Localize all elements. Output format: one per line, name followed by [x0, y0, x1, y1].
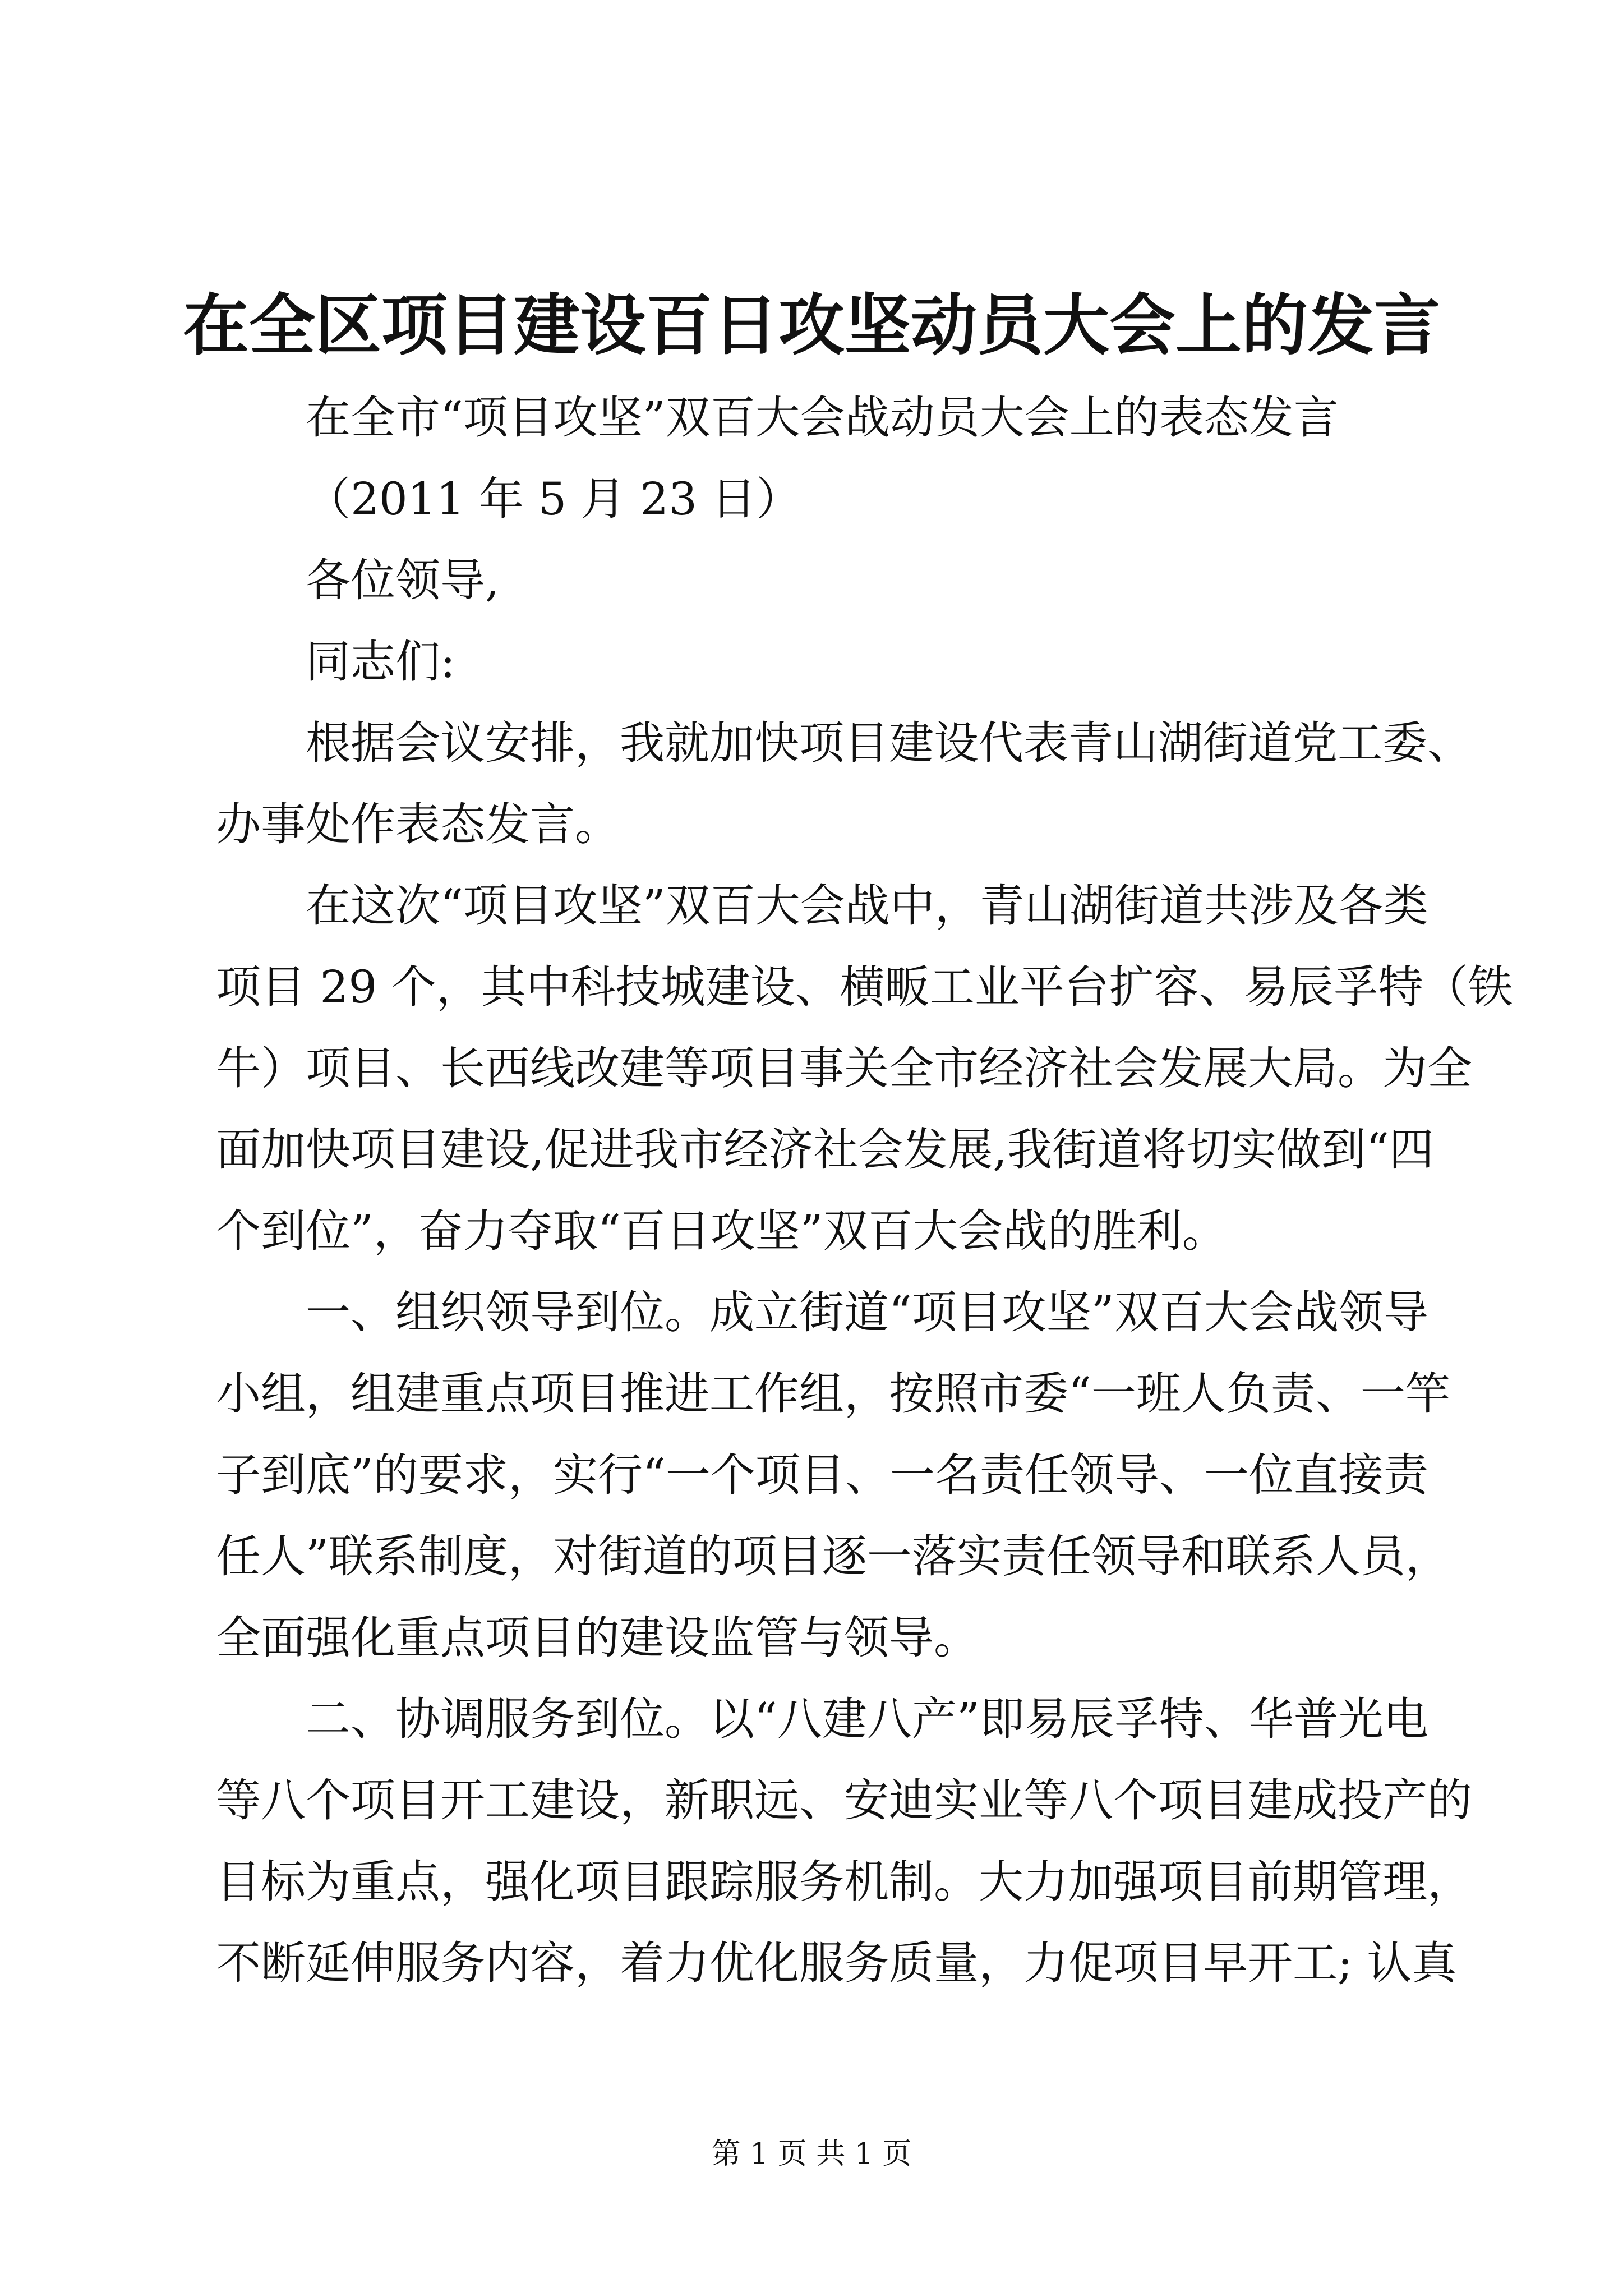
date-line: （2011 年 5 月 23 日） — [306, 473, 801, 525]
paragraph-3-line-1: 一、组织领导到位。成立街道“项目攻坚”双百大会战领导 — [306, 1286, 1428, 1338]
document-subtitle: 在全市“项目攻坚”双百大会战动员大会上的表态发言 — [306, 392, 1339, 444]
paragraph-1-line-2: 办事处作表态发言。 — [216, 798, 620, 850]
paragraph-4-line-3: 目标为重点，强化项目跟踪服务机制。大力加强项目前期管理， — [216, 1856, 1472, 1908]
paragraph-2-line-5: 个到位”，奋力夺取“百日攻坚”双百大会战的胜利。 — [216, 1205, 1227, 1257]
paragraph-4-line-1: 二、协调服务到位。以“八建八产”即易辰孚特、华普光电 — [306, 1693, 1428, 1745]
salutation-leaders: 各位领导, — [306, 554, 500, 606]
paragraph-3-line-4: 任人”联系制度，对街道的项目逐一落实责任领导和联系人员， — [216, 1530, 1450, 1582]
salutation-comrades: 同志们: — [306, 636, 455, 688]
paragraph-3-line-2: 小组，组建重点项目推进工作组，按照市委“一班人负责、一竿 — [216, 1368, 1450, 1420]
paragraph-2-line-2: 项目 29 个，其中科技城建设、横畈工业平台扩容、易辰孚特（铁 — [216, 961, 1513, 1013]
paragraph-2-line-1: 在这次“项目攻坚”双百大会战中，青山湖街道共涉及各类 — [306, 880, 1428, 932]
document-title: 在全区项目建设百日攻坚动员大会上的发言 — [182, 286, 1440, 364]
paragraph-4-line-4: 不断延伸服务内容，着力优化服务质量，力促项目早开工; 认真 — [216, 1937, 1457, 1989]
paragraph-3-line-5: 全面强化重点项目的建设监管与领导。 — [216, 1612, 979, 1664]
paragraph-3-line-3: 子到底”的要求，实行“一个项目、一名责任领导、一位直接责 — [216, 1449, 1428, 1501]
paragraph-2-line-3: 牛）项目、长西线改建等项目事关全市经济社会发展大局。为全 — [216, 1042, 1472, 1094]
paragraph-4-line-2: 等八个项目开工建设，新职远、安迪实业等八个项目建成投产的 — [216, 1774, 1472, 1826]
paragraph-2-line-4: 面加快项目建设,促进我市经济社会发展,我街道将切实做到“四 — [216, 1124, 1434, 1176]
page-footer: 第 1 页 共 1 页 — [711, 2137, 912, 2171]
paragraph-1-line-1: 根据会议安排，我就加快项目建设代表青山湖街道党工委、 — [306, 717, 1472, 769]
